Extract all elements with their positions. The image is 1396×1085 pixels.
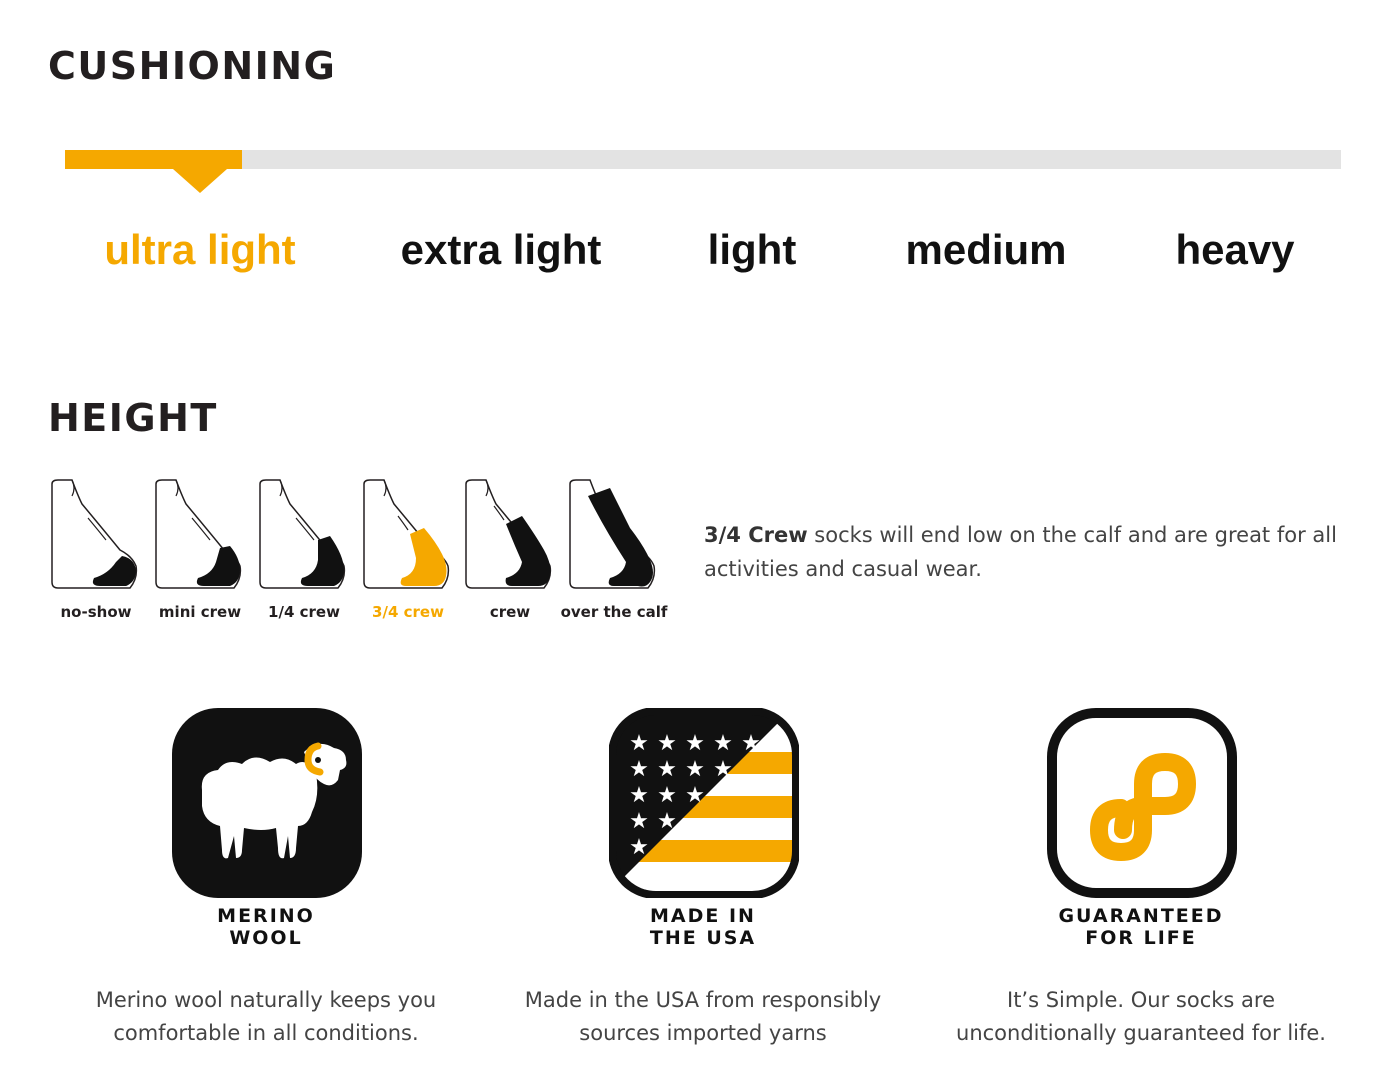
- cushioning-pointer: [173, 169, 227, 193]
- no-show-sock-icon: [50, 478, 142, 593]
- height-option-mini-crew[interactable]: [154, 478, 246, 628]
- over-the-calf-sock-icon: [568, 478, 660, 593]
- height-option-no-show[interactable]: [50, 478, 142, 628]
- svg-text:★: ★: [657, 809, 677, 834]
- height-description-strong: 3/4 Crew: [704, 523, 808, 547]
- cushioning-option-medium[interactable]: medium: [905, 226, 1067, 273]
- cushioning-option-ultra-light[interactable]: ultra light: [104, 226, 296, 273]
- quarter-crew-sock-icon: [258, 478, 350, 593]
- svg-text:★: ★: [629, 783, 649, 808]
- three-quarter-crew-sock-icon: [362, 478, 454, 593]
- feature-title-line2: WOOL: [229, 927, 303, 949]
- height-option-crew[interactable]: [464, 478, 556, 628]
- cushioning-bar-fill: [65, 150, 242, 169]
- svg-text:★: ★: [657, 731, 677, 756]
- svg-text:★: ★: [713, 731, 733, 756]
- height-description: [704, 518, 1344, 586]
- height-label: no-show: [60, 603, 132, 621]
- feature-description: Merino wool naturally keeps you comfortable in all conditions.: [95, 988, 437, 1045]
- feature-description: Made in the USA from responsibly sources imported yarns: [524, 988, 882, 1045]
- svg-text:★: ★: [685, 783, 705, 808]
- height-description-rest: socks will end low on the calf and are great for all activities and casual wear.: [704, 523, 1337, 581]
- cushioning-option-extra-light[interactable]: extra light: [400, 226, 602, 273]
- height-title: HEIGHT: [48, 396, 218, 440]
- sheep-icon: [172, 708, 362, 898]
- svg-text:★: ★: [657, 757, 677, 782]
- svg-text:★: ★: [629, 731, 649, 756]
- feature-title-line1: MADE IN: [650, 905, 756, 927]
- svg-text:★: ★: [629, 835, 649, 860]
- cushioning-bar: [65, 150, 1341, 169]
- cushioning-title: CUSHIONING: [48, 44, 337, 88]
- flag-icon: [609, 708, 799, 898]
- height-option-quarter-crew[interactable]: [258, 478, 350, 628]
- feature-description: It’s Simple. Our socks are unconditionally guaranteed for life.: [956, 988, 1326, 1045]
- height-label: 1/4 crew: [268, 603, 340, 621]
- cushioning-option-heavy[interactable]: heavy: [1175, 226, 1295, 273]
- feature-title-line1: MERINO: [217, 905, 315, 927]
- svg-text:★: ★: [629, 809, 649, 834]
- feature-title: [56, 905, 476, 949]
- svg-text:★: ★: [713, 757, 733, 782]
- svg-text:★: ★: [741, 731, 761, 756]
- infinity-icon: [1047, 708, 1237, 898]
- feature-title-line2: FOR LIFE: [1085, 927, 1197, 949]
- height-label: mini crew: [158, 603, 242, 621]
- height-option-three-quarter-crew[interactable]: [362, 478, 454, 628]
- svg-text:★: ★: [685, 731, 705, 756]
- height-label: crew: [489, 603, 531, 621]
- svg-text:★: ★: [685, 757, 705, 782]
- mini-crew-sock-icon: [154, 478, 246, 593]
- cushioning-option-light[interactable]: light: [707, 226, 797, 273]
- svg-text:★: ★: [657, 783, 677, 808]
- feature-title: [931, 905, 1351, 949]
- feature-title: [493, 905, 913, 949]
- height-option-over-the-calf[interactable]: [560, 478, 668, 628]
- feature-title-line2: THE USA: [649, 927, 757, 949]
- height-label: over the calf: [560, 603, 668, 621]
- svg-text:★: ★: [629, 757, 649, 782]
- feature-title-line1: GUARANTEED: [1058, 905, 1224, 927]
- crew-sock-icon: [464, 478, 556, 593]
- height-label: 3/4 crew: [372, 603, 444, 621]
